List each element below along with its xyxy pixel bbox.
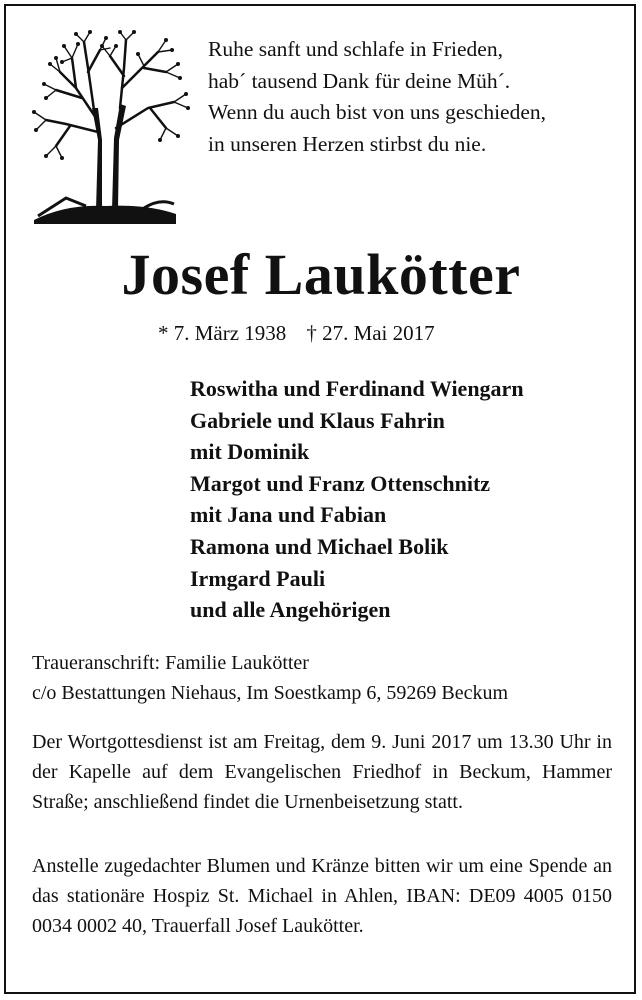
mourner-line: Roswitha und Ferdinand Wiengarn xyxy=(190,376,524,401)
mourner-line: Margot und Franz Ottenschnitz xyxy=(190,470,491,496)
service-info: Der Wortgottesdienst ist am Freitag, dem 9. Juni 2017 um 13.30 Uhr in der Kapelle auf dem Evangelischen Friedhof in Beckum, Hammer Straße; anschließend findet die Urnenbeisetzung statt. xyxy=(32,731,612,813)
deceased-name: Josef Laukötter xyxy=(121,242,521,307)
mourner-line: mit Dominik xyxy=(190,439,310,465)
mourner-line: und alle Angehörigen xyxy=(190,597,391,623)
poem-line: Wenn du auch bist von uns geschieden, xyxy=(208,100,547,124)
mourner-line: mit Jana und Fabian xyxy=(190,502,387,528)
memorial-poem xyxy=(208,34,628,160)
mourner-line: Ramona und Michael Bolik xyxy=(190,533,449,559)
death-date: † 27. Mai 2017 xyxy=(306,321,435,345)
life-dates xyxy=(158,318,455,348)
birth-date: * 7. März 1938 xyxy=(158,321,287,345)
donation-info: Anstelle zugedachter Blumen und Kränze bitten wir um eine Spende an das stationäre Hospiz St. Michael in Ahlen, IBAN: DE09 4005 0150 0034 0002 40, Trauerfall Josef Laukötter. xyxy=(32,855,612,937)
mourning-address xyxy=(32,648,612,708)
address-line: c/o Bestattungen Niehaus, Im Soestkamp 6, 59269 Beckum xyxy=(32,682,509,704)
address-line: Traueranschrift: Familie Laukötter xyxy=(32,652,309,674)
mourners-list xyxy=(190,373,524,626)
tree-icon xyxy=(26,28,196,228)
poem-line: in unseren Herzen stirbst du nie. xyxy=(208,131,487,156)
poem-line: Ruhe sanft und schlafe in Frieden, xyxy=(208,37,503,61)
poem-line: hab´ tausend Dank für deine Müh´. xyxy=(208,68,511,93)
mourner-line: Irmgard Pauli xyxy=(190,565,326,591)
mourner-line: Gabriele und Klaus Fahrin xyxy=(190,407,445,433)
